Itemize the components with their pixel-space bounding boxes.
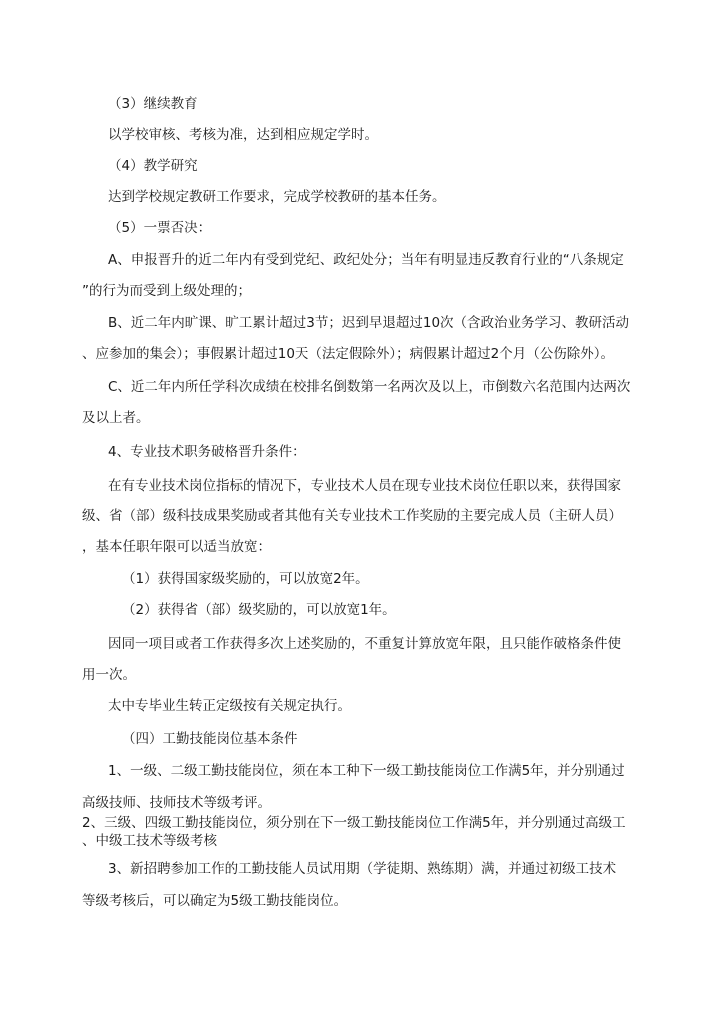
paragraph-line: A、申报晋升的近二年内有受到党纪、政纪处分；当年有明显违反教育行业的“八条规定 [108,252,624,268]
paragraph-line: C、近二年内所任学科次成绩在校排名倒数第一名两次及以上，市倒数六名范围内达两次 [108,379,631,395]
paragraph-line: 用一次。 [82,667,136,683]
paragraph-line: ，基本任职年限可以适当放宽： [82,539,271,555]
paragraph-line: ”的行为而受到上级处理的； [82,283,251,299]
paragraph-line: 级、省（部）级科技成果奖励或者其他有关专业技术工作奖励的主要完成人员（主研人员） [82,508,622,524]
heading-service-skill-posts: （四）工勤技能岗位基本条件 [122,731,298,747]
list-item: （2）获得省（部）级奖励的，可以放宽1年。 [122,602,396,618]
paragraph-line: 、中级工技术等级考核 [82,833,217,849]
heading-veto: （5）一票否决： [108,220,212,236]
paragraph-line: 、应参加的集会）；事假累计超过10天（法定假除外）；病假累计超过2个月（公伤除外）。 [82,346,615,362]
paragraph-line: 以学校审核、考核为准，达到相应规定学时。 [108,127,378,143]
paragraph-line: B、近二年内旷课、旷工累计超过3节；迟到早退超过10次（含政治业务学习、教研活动 [108,315,630,331]
paragraph-line: 及以上者。 [82,410,150,426]
paragraph-line: 因同一项目或者工作获得多次上述奖励的，不重复计算放宽年限，且只能作破格条件使 [108,636,621,652]
heading-exceptional-promotion: 4、专业技术职务破格晋升条件： [108,444,306,460]
paragraph-line: 3、新招聘参加工作的工勤技能人员试用期（学徒期、熟练期）满，并通过初级工技术 [108,861,617,877]
paragraph-line: 太中专毕业生转正定级按有关规定执行。 [108,698,351,714]
paragraph-line: 在有专业技术岗位指标的情况下，专业技术人员在现专业技术岗位任职以来，获得国家 [108,478,621,494]
heading-continuing-education: （3）继续教育 [108,96,198,112]
paragraph-line: 达到学校规定教研工作要求，完成学校教研的基本任务。 [108,189,446,205]
paragraph-line: 高级技师、技师技术等级考评。 [82,795,271,811]
paragraph-line: 等级考核后，可以确定为5级工勤技能岗位。 [82,893,348,909]
paragraph-line: 2、三级、四级工勤技能岗位，须分别在下一级工勤技能岗位工作满5年，并分别通过高级工 [82,815,626,831]
list-item: （1）获得国家级奖励的，可以放宽2年。 [122,571,369,587]
paragraph-line: 1、一级、二级工勤技能岗位，须在本工种下一级工勤技能岗位工作满5年，并分别通过 [108,763,625,779]
heading-teaching-research: （4）教学研究 [108,158,198,174]
